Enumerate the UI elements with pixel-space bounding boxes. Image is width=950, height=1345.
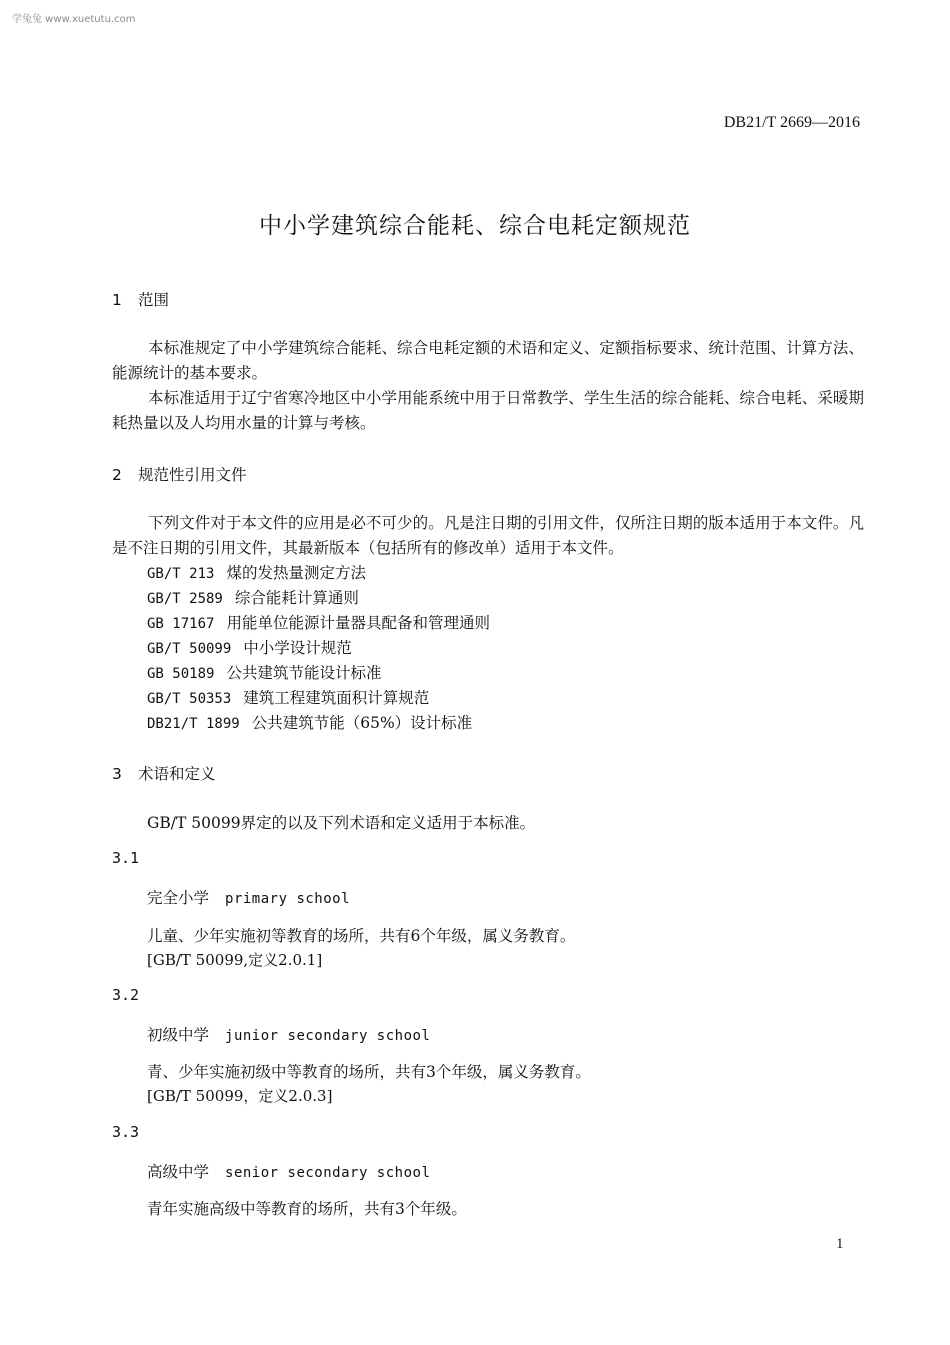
references-intro: 下列文件对于本文件的应用是必不可少的。凡是注日期的引用文件，仅所注日期的版本适用于本文件。凡是不注日期的引用文件，其最新版本（包括所有的修改单）适用于本文件。 [112, 514, 864, 557]
term-heading [147, 886, 350, 908]
document-code: DB21/T 2669—2016 [723, 114, 860, 131]
reference-name: 公共建筑节能设计标准 [226, 664, 382, 682]
term-source: [GB/T 50099，定义2.0.3] [147, 1087, 333, 1105]
section-number: 3 [112, 765, 122, 783]
section-title: 范围 [138, 291, 170, 309]
scope-paragraph: 本标准规定了中小学建筑综合能耗、综合电耗定额的术语和定义、定额指标要求、统计范围、计算方法、能源统计的基本要求。 [112, 339, 864, 382]
reference-name: 中小学设计规范 [243, 639, 352, 657]
term-en: primary school [225, 891, 351, 907]
terms-intro: GB/T 50099界定的以及下列术语和定义适用于本标准。 [147, 814, 536, 832]
term-zh: 高级中学 [147, 1163, 210, 1181]
reference-code: GB/T 213 [147, 566, 215, 582]
section-heading-terms [112, 762, 216, 784]
reference-code: GB/T 50099 [147, 641, 232, 657]
term-zh: 完全小学 [147, 889, 210, 907]
reference-name: 建筑工程建筑面积计算规范 [243, 689, 430, 707]
reference-name: 煤的发热量测定方法 [226, 564, 366, 582]
term-number: 3.2 [112, 986, 140, 1004]
section-number: 2 [112, 466, 122, 484]
reference-item [147, 686, 429, 708]
term-heading [147, 1023, 430, 1045]
term-definition: 青、少年实施初级中等教育的场所，共有3个年级，属义务教育。 [147, 1063, 591, 1081]
term-zh: 初级中学 [147, 1026, 210, 1044]
term-number: 3.1 [112, 849, 140, 867]
reference-item [147, 611, 490, 633]
reference-item [147, 561, 366, 583]
reference-code: GB 50189 [147, 666, 215, 682]
section-heading-normative-references [112, 463, 247, 485]
reference-code: GB/T 50353 [147, 691, 232, 707]
reference-item [147, 661, 381, 683]
term-definition: 青年实施高级中等教育的场所，共有3个年级。 [147, 1200, 467, 1218]
section-title: 规范性引用文件 [138, 466, 247, 484]
reference-code: DB21/T 1899 [147, 716, 240, 732]
term-heading [147, 1160, 430, 1182]
section-title: 术语和定义 [138, 765, 216, 783]
reference-name: 用能单位能源计量器具配备和管理通则 [226, 614, 490, 632]
term-en: junior secondary school [225, 1028, 431, 1044]
reference-code: GB/T 2589 [147, 591, 223, 607]
term-number: 3.3 [112, 1123, 140, 1141]
term-en: senior secondary school [225, 1165, 431, 1181]
section-heading-scope [112, 288, 169, 310]
reference-name: 综合能耗计算通则 [234, 589, 359, 607]
reference-item [147, 711, 472, 733]
page-title: 中小学建筑综合能耗、综合电耗定额规范 [259, 213, 691, 239]
reference-code: GB 17167 [147, 616, 215, 632]
term-definition: 儿童、少年实施初等教育的场所，共有6个年级，属义务教育。 [147, 927, 576, 945]
term-source: [GB/T 50099,定义2.0.1] [147, 951, 323, 969]
reference-name: 公共建筑节能（65%）设计标准 [251, 714, 473, 732]
reference-item [147, 636, 352, 658]
reference-item [147, 586, 359, 608]
page-number: 1 [836, 1236, 844, 1252]
watermark: 学兔兔 www.xuetutu.com [12, 14, 136, 25]
scope-paragraph: 本标准适用于辽宁省寒冷地区中小学用能系统中用于日常教学、学生生活的综合能耗、综合电耗、采暖期耗热量以及人均用水量的计算与考核。 [112, 389, 864, 432]
section-number: 1 [112, 291, 122, 309]
